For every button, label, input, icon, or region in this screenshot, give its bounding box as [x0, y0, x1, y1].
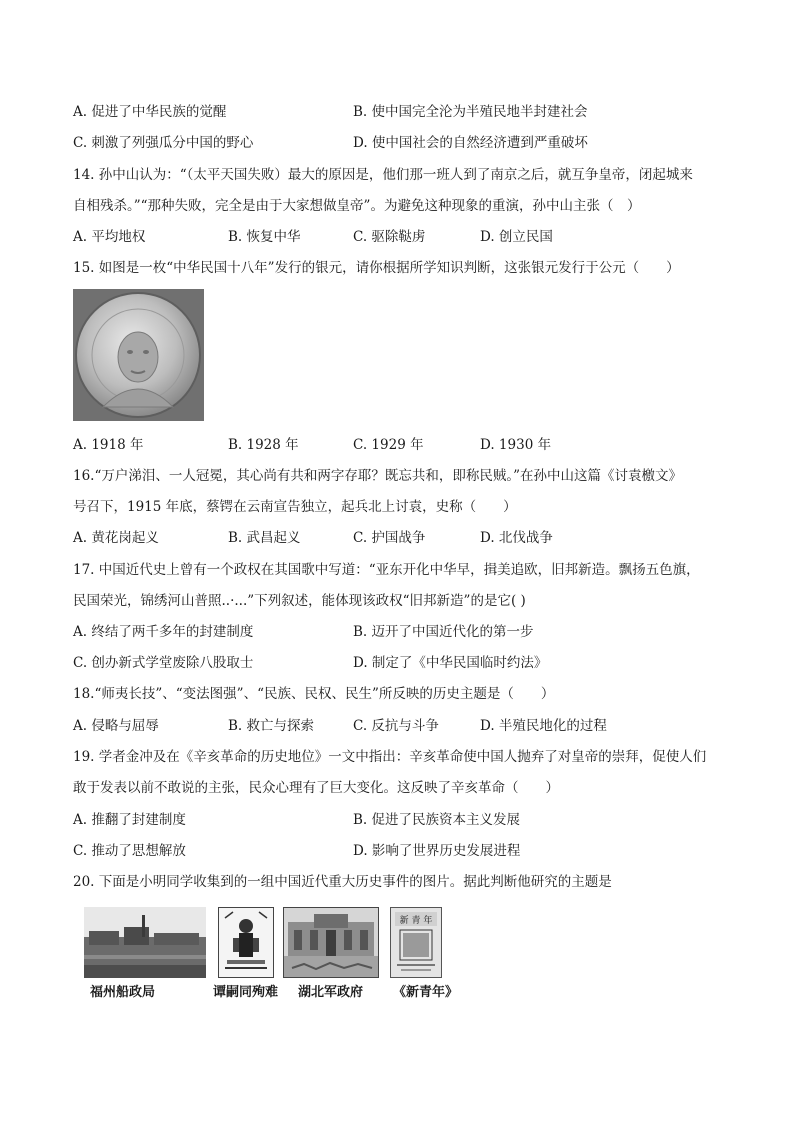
caption-hubei-military-government: 湖北军政府 — [298, 985, 364, 1000]
q14-stem-line1: 14. 孙中山认为：“（太平天国失败）最大的原因是，他们那一班人到了南京之后，就互争皇帝，闭起城来 — [73, 167, 693, 183]
q15-option-c: C. 1929 年 — [353, 437, 424, 453]
q17-option-d: D. 制定了《中华民国临时约法》 — [353, 655, 548, 671]
magazine-title-text: 新 青 年 — [399, 916, 433, 926]
q14-option-b: B. 恢复中华 — [228, 229, 301, 245]
new-youth-magazine-image — [390, 907, 442, 978]
q14-option-d: D. 创立民国 — [480, 229, 553, 245]
tan-sitong-image — [218, 907, 274, 978]
q18-option-c: C. 反抗与斗争 — [353, 718, 439, 734]
q16-stem-line2: 号召下，1915 年底，蔡锷在云南宣告独立，起兵北上讨袁，史称（ ） — [73, 499, 517, 515]
q16-option-a: A. 黄花岗起义 — [73, 530, 159, 546]
q18-stem-line1: 18.“师夷长技”、“变法图强”、“民族、民权、民生”所反映的历史主题是（ ） — [73, 686, 555, 702]
q14-stem-line2: 自相残杀。”“那种失败，完全是由于大家想做皇帝”。为避免这种现象的重演，孙中山主张（ ） — [73, 198, 641, 214]
q18-option-b: B. 救亡与探索 — [228, 718, 315, 734]
q19-stem-line2: 敢于发表以前不敢说的主张，民众心理有了巨大变化。这反映了辛亥革命（ ） — [73, 780, 559, 796]
q17-option-c: C. 创办新式学堂废除八股取士 — [73, 655, 254, 671]
q19-option-b: B. 促进了民族资本主义发展 — [353, 812, 521, 828]
caption-new-youth: 《新青年》 — [393, 985, 459, 1000]
q16-option-d: D. 北伐战争 — [480, 530, 553, 546]
q19-option-a: A. 推翻了封建制度 — [73, 812, 186, 828]
q13-option-c: C. 刺激了列强瓜分中国的野心 — [73, 135, 254, 151]
q17-option-a: A. 终结了两千多年的封建制度 — [73, 624, 254, 640]
hubei-military-government-image — [283, 907, 379, 978]
q16-stem-line1: 16.“万户涕泪、一人冠冕，其心尚有共和两字存耶？既忘共和，即称民贼。”在孙中山这篇《讨袁檄文》 — [73, 468, 683, 484]
q13-option-b: B. 使中国完全沦为半殖民地半封建社会 — [353, 104, 588, 120]
q17-option-b: B. 迈开了中国近代化的第一步 — [353, 624, 534, 640]
caption-tan-sitong: 谭嗣同殉难 — [213, 985, 279, 1000]
q19-option-d: D. 影响了世界历史发展进程 — [353, 843, 521, 859]
q15-option-b: B. 1928 年 — [228, 437, 299, 453]
fuzhou-shipyard-image — [84, 907, 206, 978]
q16-option-b: B. 武昌起义 — [228, 530, 301, 546]
q14-option-c: C. 驱除鞑虏 — [353, 229, 426, 245]
q14-option-a: A. 平均地权 — [73, 229, 146, 245]
q15-option-d: D. 1930 年 — [480, 437, 552, 453]
q18-option-d: D. 半殖民地化的过程 — [480, 718, 607, 734]
q20-stem-line1: 20. 下面是小明同学收集到的一组中国近代重大历史事件的图片。据此判断他研究的主题是 — [73, 874, 612, 890]
q15-stem-line1: 15. 如图是一枚“中华民国十八年”发行的银元，请你根据所学知识判断，这张银元发行于公元（ ） — [73, 260, 680, 276]
q13-option-d: D. 使中国社会的自然经济遭到严重破坏 — [353, 135, 588, 151]
silver-coin-image — [73, 289, 204, 421]
q17-stem-line2: 民国荣光，锦绣河山普照..·...”下列叙述，能体现该政权“旧邦新造”的是它( ) — [73, 593, 526, 609]
q13-option-a: A. 促进了中华民族的觉醒 — [73, 104, 227, 120]
q19-stem-line1: 19. 学者金冲及在《辛亥革命的历史地位》一文中指出：辛亥革命使中国人抛弃了对皇帝的崇拜，促使人们 — [73, 749, 707, 765]
q18-option-a: A. 侵略与屈辱 — [73, 718, 159, 734]
q19-option-c: C. 推动了思想解放 — [73, 843, 186, 859]
q15-option-a: A. 1918 年 — [73, 437, 144, 453]
q16-option-c: C. 护国战争 — [353, 530, 426, 546]
q17-stem-line1: 17. 中国近代史上曾有一个政权在其国歌中写道：“亚东开化中华早，揖美追欧，旧邦新造。飘扬五色旗， — [73, 562, 700, 578]
caption-fuzhou-shipyard: 福州船政局 — [90, 985, 156, 1000]
